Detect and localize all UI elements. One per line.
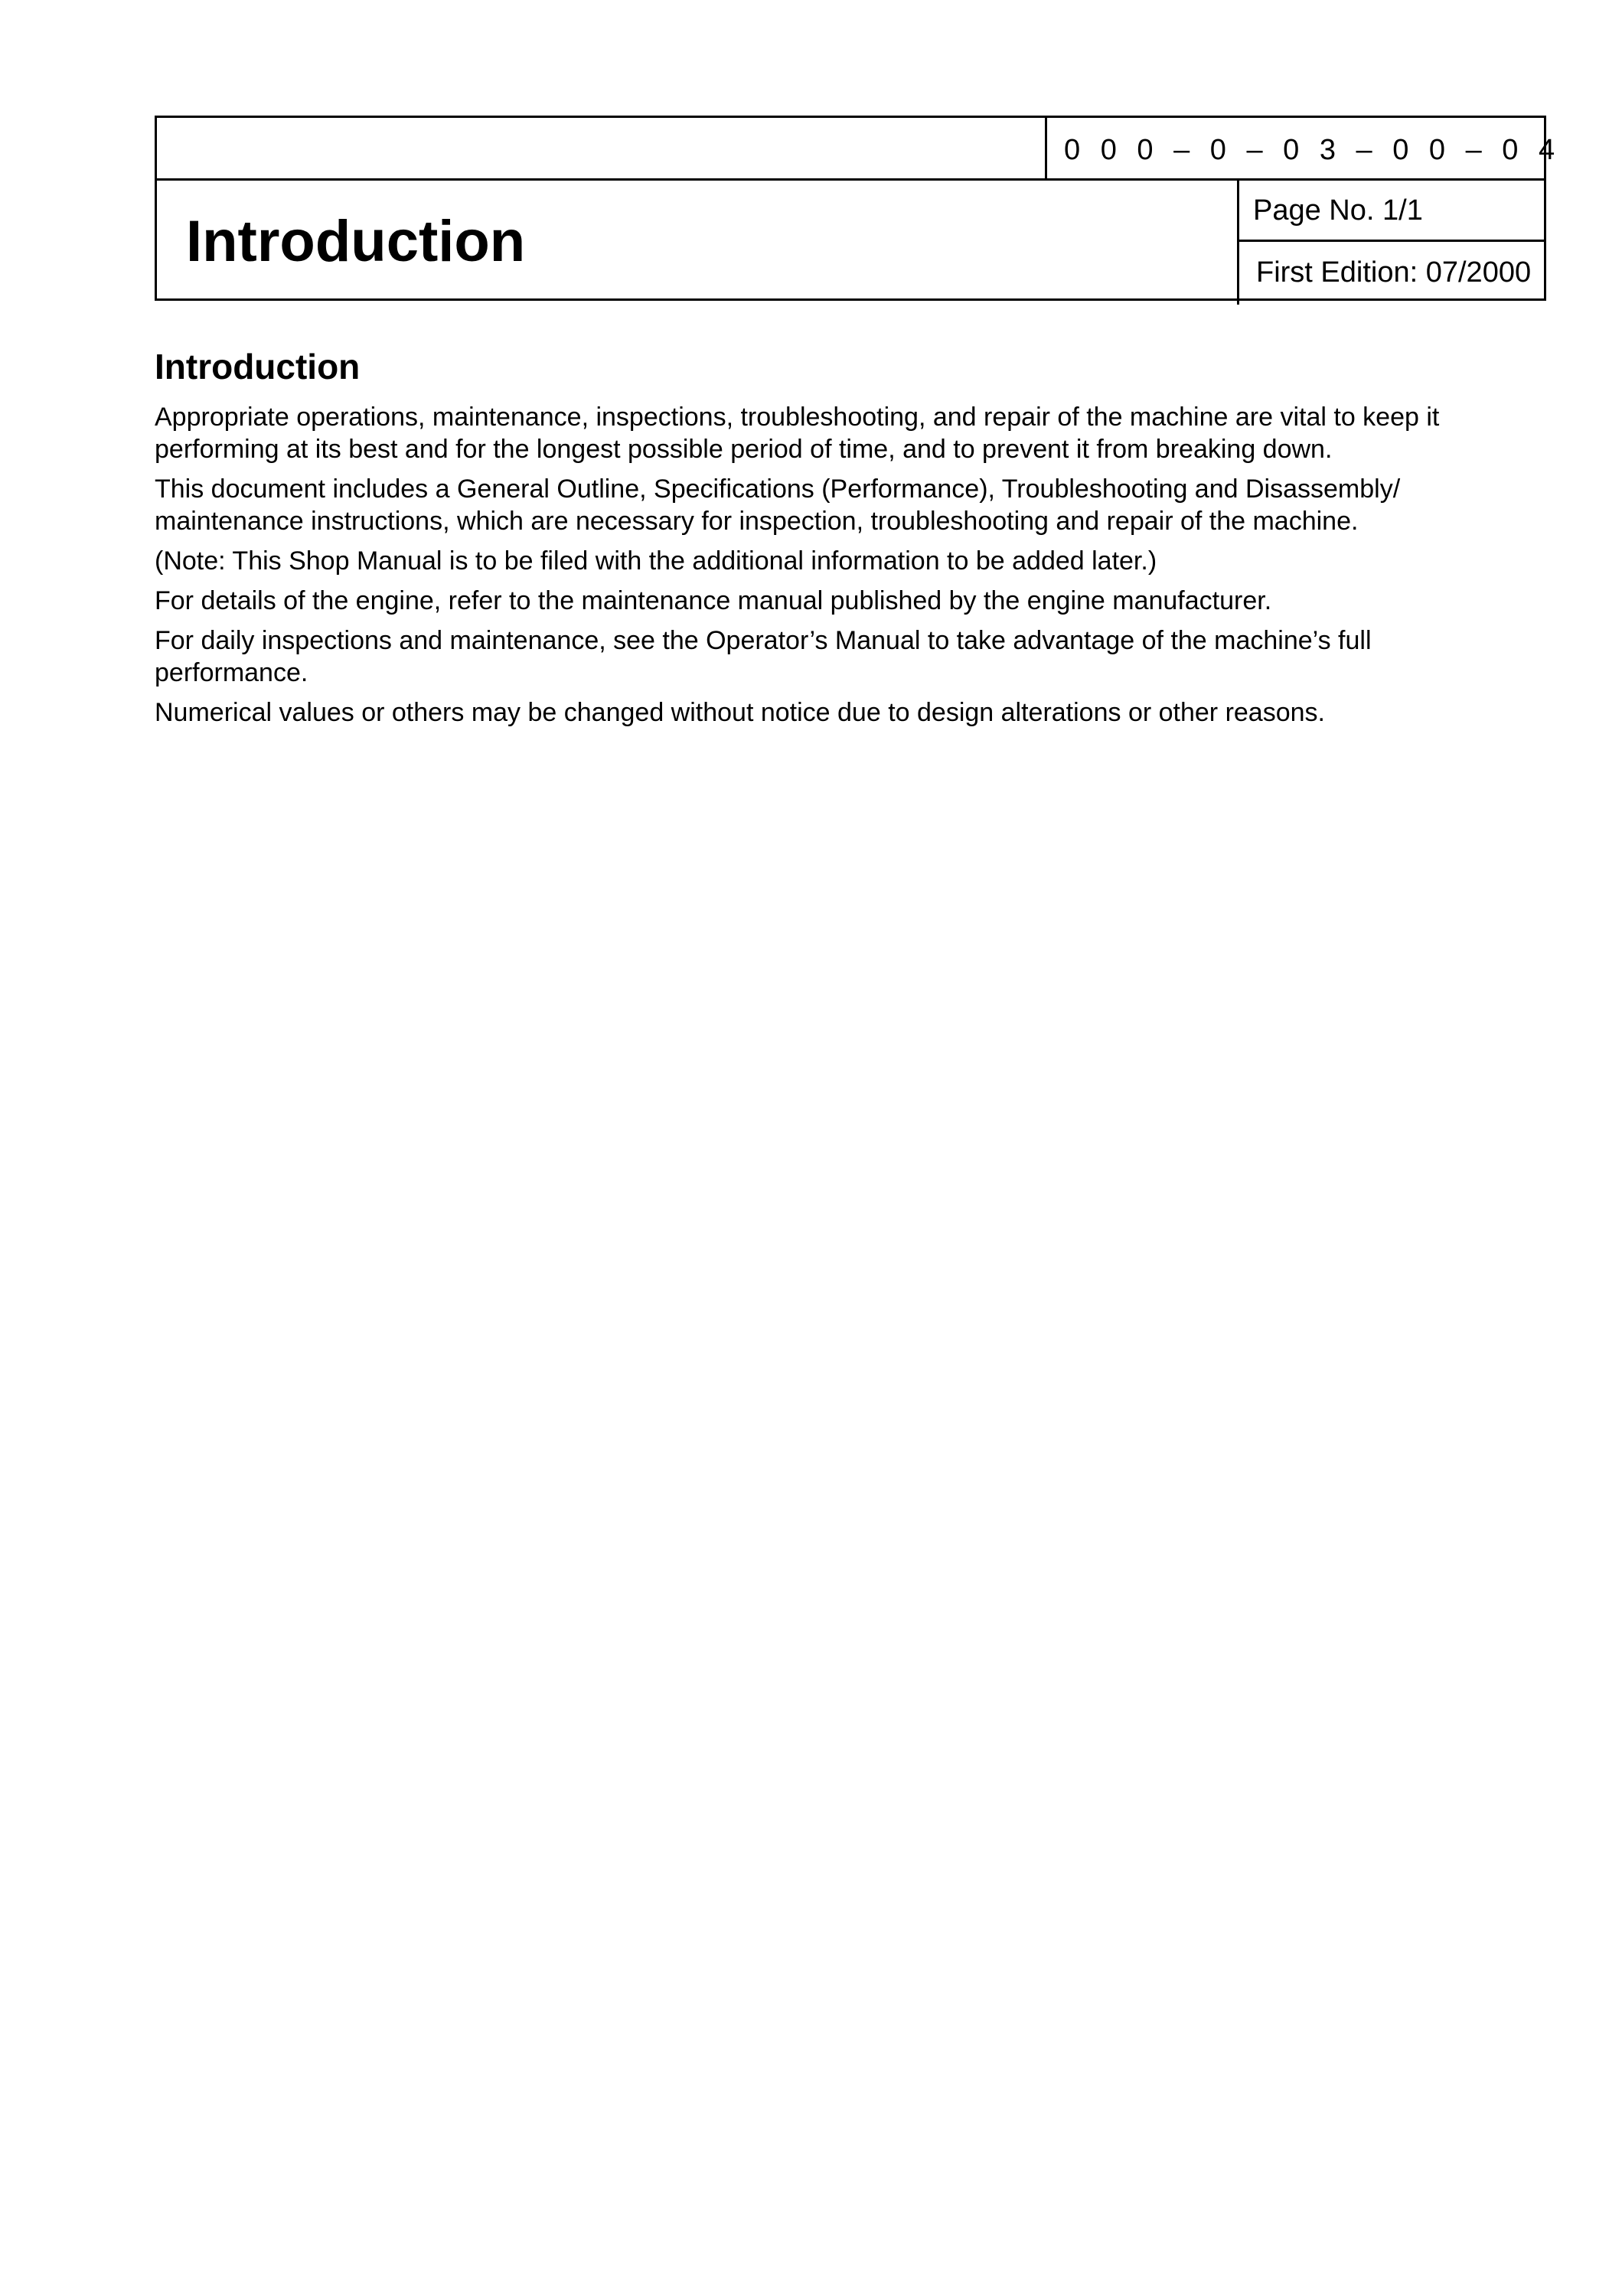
edition-date: First Edition: 07/2000 <box>1256 256 1532 289</box>
paragraph-contents: This document includes a General Outline, Specifications (Performance), Troubleshooting and Disassembly/ maintenance instructions, which are necessary for inspection, troubleshooting and repair of the machine. <box>155 475 1401 536</box>
paragraph-disclaimer: Numerical values or others may be changed without notice due to design alterations or other reasons. <box>155 698 1325 727</box>
page-number: Page No. 1/1 <box>1253 194 1423 227</box>
paragraph-engine: For details of the engine, refer to the maintenance manual published by the engine manufacturer. <box>155 586 1272 615</box>
header-divider-code <box>1045 118 1047 179</box>
document-title: Introduction <box>186 209 526 274</box>
header-table <box>155 116 1562 301</box>
paragraph-daily-inspections: For daily inspections and maintenance, see the Operator’s Manual to take advantage of the machine’s full performance. <box>155 626 1372 687</box>
paragraph-note: (Note: This Shop Manual is to be filed with the additional information to be added later.) <box>155 546 1157 576</box>
document-code: 0 0 0 – 0 – 0 3 – 0 0 – 0 4 <box>1064 134 1562 166</box>
section-content <box>155 343 1525 736</box>
section-heading: Introduction <box>155 347 361 386</box>
paragraph-purpose: Appropriate operations, maintenance, inspections, troubleshooting, and repair of the machine are vital to keep it performing at its best and for the longest possible period of time, and to prevent it from breaking down. <box>155 403 1440 464</box>
